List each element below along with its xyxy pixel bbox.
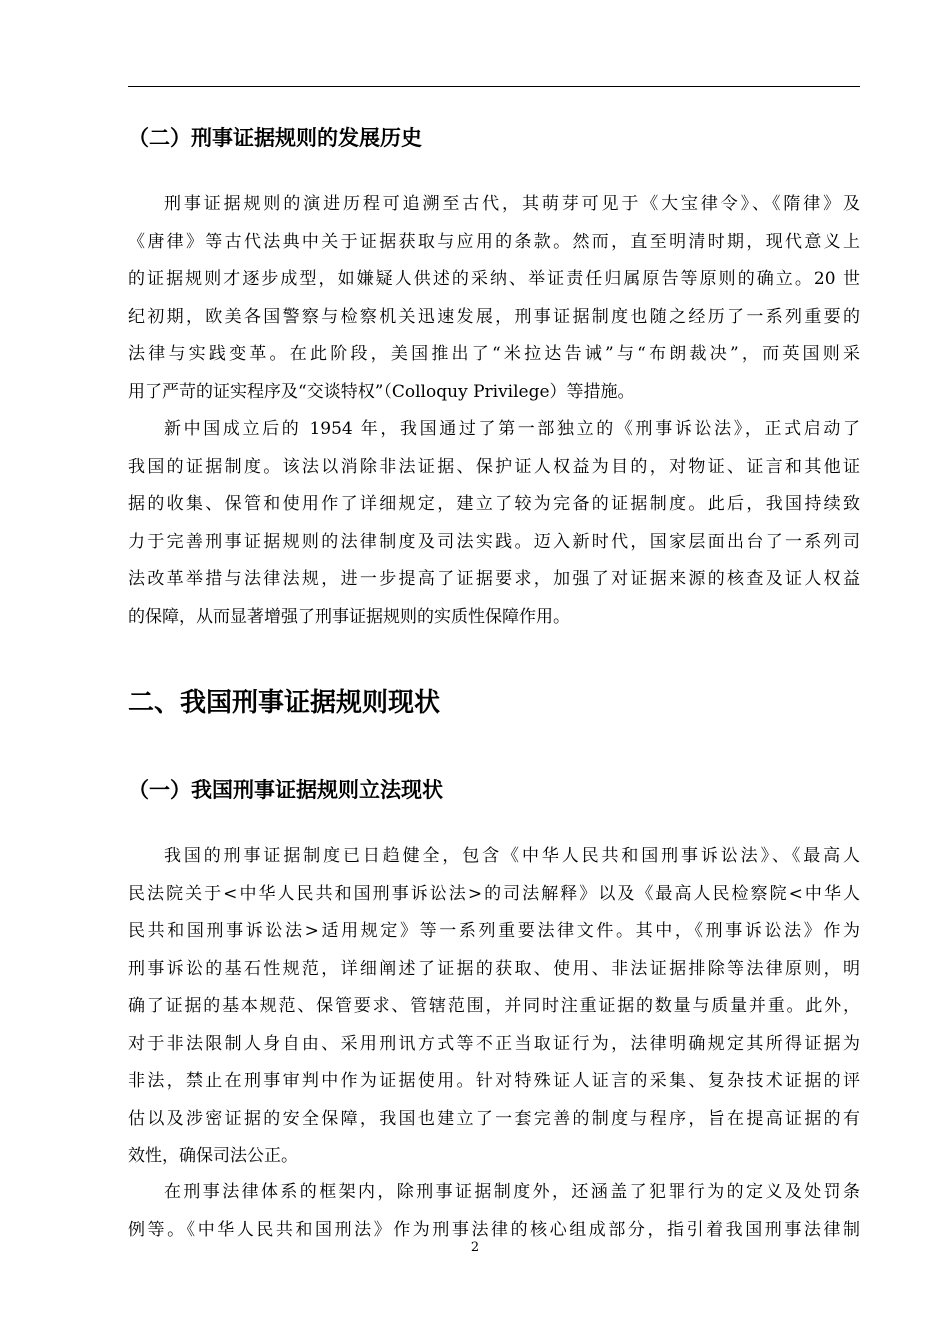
section-heading-development-history: （二）刑事证据规则的发展历史 bbox=[128, 126, 422, 150]
paragraph-line: 例等。《中华人民共和国刑法》作为刑事法律的核心组成部分，指引着我国刑事法律制 bbox=[128, 1219, 860, 1240]
paragraph-line: 的证据规则才逐步成型，如嫌疑人供述的采纳、举证责任归属原告等原则的确立。20 世 bbox=[128, 269, 860, 289]
paragraph-line: 我国的刑事证据制度已日趋健全，包含《中华人民共和国刑事诉讼法》、《最高人 bbox=[164, 846, 860, 866]
chapter-heading-current-status: 二、我国刑事证据规则现状 bbox=[128, 688, 441, 718]
paragraph-line: 法律与实践变革。在此阶段，美国推出了“米拉达告诫”与“布朗裁决”，而英国则采 bbox=[128, 344, 860, 364]
paragraph-line: 民法院关于<中华人民共和国刑事诉讼法>的司法解释》以及《最高人民检察院<中华人 bbox=[128, 883, 860, 904]
paragraph-criminal-law-framework bbox=[128, 1174, 860, 1249]
paragraph-line: 对于非法限制人身自由、采用刑讯方式等不正当取证行为，法律明确规定其所得证据为 bbox=[128, 1033, 860, 1054]
paragraph-history-new-china bbox=[128, 411, 860, 636]
paragraph-line: 刑事诉讼的基石性规范，详细阐述了证据的获取、使用、非法证据排除等法律原则，明 bbox=[128, 958, 860, 979]
header-rule bbox=[128, 86, 860, 87]
paragraph-line: 《唐律》等古代法典中关于证据获取与应用的条款。然而，直至明清时期，现代意义上 bbox=[128, 231, 860, 252]
paragraph-line: 民共和国刑事诉讼法>适用规定》等一系列重要法律文件。其中，《刑事诉讼法》作为 bbox=[128, 921, 860, 941]
page-number: 2 bbox=[470, 1240, 480, 1255]
paragraph-line: 的保障，从而显著增强了刑事证据规则的实质性保障作用。 bbox=[128, 606, 570, 627]
paragraph-line: 用了严苛的证实程序及“交谈特权”（Colloquy Privilege）等措施。 bbox=[128, 381, 635, 402]
paragraph-legislation-overview bbox=[128, 838, 860, 1176]
paragraph-line: 估以及涉密证据的安全保障，我国也建立了一套完善的制度与程序，旨在提高证据的有 bbox=[128, 1108, 860, 1129]
paragraph-line: 刑事证据规则的演进历程可追溯至古代，其萌芽可见于《大宝律令》、《隋律》及 bbox=[164, 194, 860, 214]
paragraph-line: 法改革举措与法律法规，进一步提高了证据要求，加强了对证据来源的核查及证人权益 bbox=[128, 569, 860, 589]
paragraph-history-origins bbox=[128, 186, 860, 411]
paragraph-line: 纪初期，欧美各国警察与检察机关迅速发展，刑事证据制度也随之经历了一系列重要的 bbox=[128, 306, 860, 327]
paragraph-line: 确了证据的基本规范、保管要求、管辖范围，并同时注重证据的数量与质量并重。此外， bbox=[128, 996, 860, 1016]
paragraph-line: 效性，确保司法公正。 bbox=[128, 1146, 298, 1166]
paragraph-line: 我国的证据制度。该法以消除非法证据、保护证人权益为目的，对物证、证言和其他证 bbox=[128, 456, 860, 477]
paragraph-line: 非法，禁止在刑事审判中作为证据使用。针对特殊证人证言的采集、复杂技术证据的评 bbox=[128, 1071, 860, 1091]
paragraph-line: 新中国成立后的 1954 年，我国通过了第一部独立的《刑事诉讼法》，正式启动了 bbox=[164, 419, 860, 439]
paragraph-line: 据的收集、保管和使用作了详细规定，建立了较为完备的证据制度。此后，我国持续致 bbox=[128, 494, 860, 514]
section-heading-legislation-status: （一）我国刑事证据规则立法现状 bbox=[128, 778, 443, 802]
paragraph-line: 力于完善刑事证据规则的法律制度及司法实践。迈入新时代，国家层面出台了一系列司 bbox=[128, 531, 860, 552]
paragraph-line: 在刑事法律体系的框架内，除刑事证据制度外，还涵盖了犯罪行为的定义及处罚条 bbox=[164, 1182, 860, 1202]
